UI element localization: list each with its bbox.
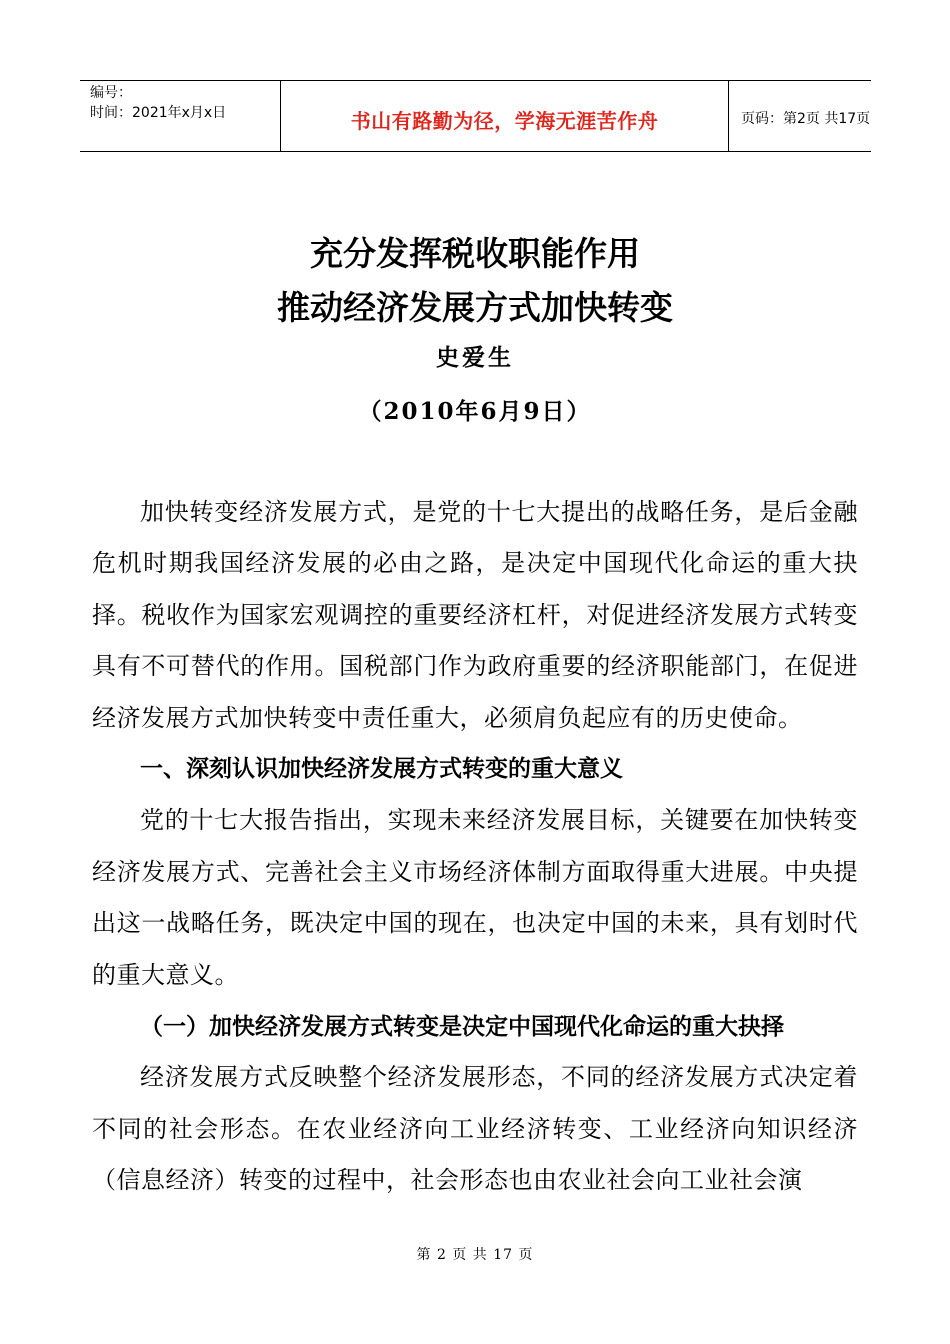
speech-date: （2010年6月9日） [358,398,592,425]
page-footer: 第 2 页 共 17 页 [416,1247,534,1263]
title-line-1: 充分发挥税收职能作用 [310,234,640,273]
page-indicator: 页码：第2页 共17页 [741,111,871,127]
title-line-2: 推动经济发展方式加快转变 [277,288,673,327]
header-page-cell [729,81,871,151]
header-meta-cell [80,81,281,151]
document-body [92,487,858,1207]
subsection-heading-1: （一）加快经济发展方式转变是决定中国现代化命运的重大抉择 [140,1013,784,1041]
author: 史爱生 [436,344,514,371]
document-time: 时间：2021年x月x日 [90,105,227,121]
header-table [80,80,871,152]
serial-number: 编号： [90,85,132,101]
motto: 书山有路勤为径，学海无涯苦作舟 [350,109,659,133]
paragraph-3: 经济发展方式反映整个经济发展形态，不同的经济发展方式决定着不同的社会形态。在农业经济向工业经济转变、工业经济向知识经济（信息经济）转变的过程中，社会形态也由农业社会向工业社会演 [92,1063,858,1195]
paragraph-2: 党的十七大报告指出，实现未来经济发展目标，关键要在加快转变经济发展方式、完善社会主义市场经济体制方面取得重大进展。中央提出这一战略任务，既决定中国的现在，也决定中国的未来，具有划时代的重大意义。 [92,806,858,989]
header-motto-cell [281,81,729,151]
section-heading-1: 一、深刻认识加快经济发展方式转变的重大意义 [140,756,623,783]
intro-paragraph: 加快转变经济发展方式，是党的十七大提出的战略任务，是后金融危机时期我国经济发展的必由之路，是决定中国现代化命运的重大抉择。税收作为国家宏观调控的重要经济杠杆，对促进经济发展方式转变具有不可替代的作用。国税部门作为政府重要的经济职能部门，在促进经济发展方式加快转变中责任重大，必须肩负起应有的历史使命。 [92,498,858,732]
